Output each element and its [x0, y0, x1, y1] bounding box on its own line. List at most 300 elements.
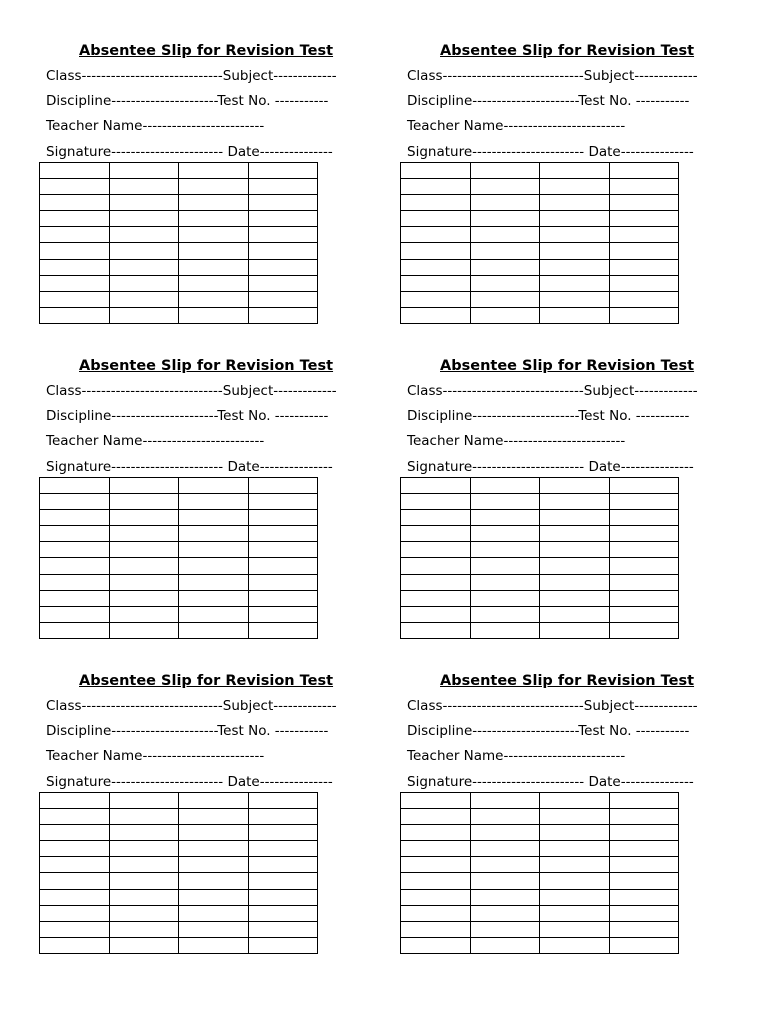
slip-title: Absentee Slip for Revision Test [440, 673, 695, 689]
grid-cell [179, 793, 249, 809]
grid-cell [40, 905, 110, 921]
grid-cell [401, 307, 471, 323]
grid-row [40, 227, 318, 243]
grid-cell [40, 809, 110, 825]
grid-cell [248, 937, 318, 953]
grid-cell [540, 510, 610, 526]
grid-cell [179, 195, 249, 211]
grid-row [401, 510, 679, 526]
grid-cell [40, 841, 110, 857]
grid-cell [401, 921, 471, 937]
grid-cell [248, 211, 318, 227]
grid-cell [179, 622, 249, 638]
class-subject-line: Class-----------------------------Subject------------- [407, 383, 698, 399]
grid-cell [401, 937, 471, 953]
grid-cell [609, 841, 679, 857]
discipline-testno-line: Discipline----------------------Test No. ----------- [407, 408, 690, 424]
grid-cell [40, 889, 110, 905]
grid-cell [40, 510, 110, 526]
class-subject-line: Class-----------------------------Subject------------- [407, 698, 698, 714]
grid-cell [609, 307, 679, 323]
grid-cell [540, 793, 610, 809]
grid-cell [401, 227, 471, 243]
grid-cell [609, 793, 679, 809]
grid-cell [40, 793, 110, 809]
grid-cell [248, 606, 318, 622]
grid-cell [470, 889, 540, 905]
grid-cell [470, 494, 540, 510]
grid-row [40, 809, 318, 825]
grid-cell [40, 937, 110, 953]
grid-row [40, 921, 318, 937]
grid-cell [470, 542, 540, 558]
grid-cell [179, 275, 249, 291]
grid-cell [609, 227, 679, 243]
grid-row [401, 809, 679, 825]
discipline-testno-line: Discipline----------------------Test No. ----------- [407, 93, 690, 109]
grid-row [40, 542, 318, 558]
grid-row [401, 478, 679, 494]
grid-cell [470, 809, 540, 825]
grid-cell [179, 889, 249, 905]
grid-cell [470, 558, 540, 574]
grid-cell [540, 227, 610, 243]
grid-cell [109, 542, 179, 558]
grid-row [401, 889, 679, 905]
grid-cell [179, 921, 249, 937]
grid-cell [470, 873, 540, 889]
grid-cell [609, 558, 679, 574]
grid-row [401, 179, 679, 195]
grid-cell [470, 227, 540, 243]
grid-cell [540, 478, 610, 494]
grid-cell [248, 259, 318, 275]
grid-cell [540, 275, 610, 291]
grid-cell [109, 478, 179, 494]
grid-row [40, 259, 318, 275]
grid-cell [540, 526, 610, 542]
grid-cell [470, 921, 540, 937]
grid-row [401, 921, 679, 937]
grid-cell [540, 307, 610, 323]
grid-cell [109, 526, 179, 542]
grid-cell [179, 841, 249, 857]
grid-cell [540, 291, 610, 307]
grid-cell [179, 574, 249, 590]
grid-cell [109, 163, 179, 179]
grid-cell [470, 179, 540, 195]
grid-row [401, 793, 679, 809]
grid-cell [401, 905, 471, 921]
grid-cell [609, 905, 679, 921]
grid-cell [179, 558, 249, 574]
grid-cell [179, 510, 249, 526]
grid-cell [540, 163, 610, 179]
teacher-name-line: Teacher Name------------------------- [46, 748, 265, 764]
slip-title: Absentee Slip for Revision Test [79, 673, 334, 689]
teacher-name-line: Teacher Name------------------------- [46, 433, 265, 449]
grid-cell [109, 179, 179, 195]
grid-row [40, 574, 318, 590]
grid-row [401, 243, 679, 259]
grid-cell [179, 590, 249, 606]
grid-cell [109, 793, 179, 809]
grid-cell [609, 606, 679, 622]
grid-cell [540, 921, 610, 937]
grid-row [40, 307, 318, 323]
grid-cell [248, 494, 318, 510]
grid-cell [540, 574, 610, 590]
grid-cell [609, 275, 679, 291]
grid-cell [40, 211, 110, 227]
grid-cell [248, 841, 318, 857]
grid-cell [540, 590, 610, 606]
grid-cell [109, 307, 179, 323]
grid-cell [179, 526, 249, 542]
grid-cell [470, 857, 540, 873]
teacher-name-line: Teacher Name------------------------- [46, 118, 265, 134]
grid-cell [179, 307, 249, 323]
grid-cell [179, 291, 249, 307]
grid-row [401, 291, 679, 307]
grid-cell [470, 211, 540, 227]
grid-cell [470, 163, 540, 179]
grid-cell [248, 307, 318, 323]
grid-cell [179, 825, 249, 841]
absentee-grid [400, 792, 679, 954]
signature-date-line: Signature----------------------- Date--------------- [407, 144, 694, 160]
grid-cell [109, 510, 179, 526]
grid-row [401, 825, 679, 841]
grid-cell [470, 622, 540, 638]
grid-cell [248, 793, 318, 809]
grid-cell [540, 542, 610, 558]
grid-cell [401, 275, 471, 291]
grid-cell [609, 622, 679, 638]
class-subject-line: Class-----------------------------Subject------------- [46, 68, 337, 84]
grid-cell [609, 526, 679, 542]
grid-cell [401, 825, 471, 841]
grid-cell [540, 494, 610, 510]
grid-cell [609, 291, 679, 307]
grid-cell [609, 211, 679, 227]
grid-cell [248, 921, 318, 937]
grid-cell [609, 937, 679, 953]
grid-cell [179, 478, 249, 494]
grid-cell [401, 243, 471, 259]
grid-cell [401, 889, 471, 905]
slip-title: Absentee Slip for Revision Test [79, 358, 334, 374]
grid-cell [179, 163, 249, 179]
grid-cell [109, 211, 179, 227]
grid-row [401, 542, 679, 558]
grid-cell [248, 809, 318, 825]
grid-cell [109, 857, 179, 873]
grid-cell [401, 841, 471, 857]
grid-cell [40, 163, 110, 179]
grid-row [401, 622, 679, 638]
grid-cell [109, 622, 179, 638]
grid-cell [109, 606, 179, 622]
discipline-testno-line: Discipline----------------------Test No. ----------- [46, 723, 329, 739]
grid-cell [401, 510, 471, 526]
grid-cell [401, 590, 471, 606]
grid-row [40, 163, 318, 179]
grid-cell [248, 574, 318, 590]
grid-row [401, 526, 679, 542]
grid-cell [540, 905, 610, 921]
grid-row [40, 526, 318, 542]
grid-row [401, 574, 679, 590]
grid-cell [609, 857, 679, 873]
grid-row [401, 905, 679, 921]
grid-cell [248, 243, 318, 259]
grid-cell [248, 857, 318, 873]
grid-cell [401, 809, 471, 825]
grid-cell [248, 558, 318, 574]
absentee-grid [39, 477, 318, 639]
grid-cell [248, 526, 318, 542]
grid-cell [248, 275, 318, 291]
grid-cell [540, 259, 610, 275]
grid-cell [609, 542, 679, 558]
discipline-testno-line: Discipline----------------------Test No. ----------- [407, 723, 690, 739]
grid-row [401, 937, 679, 953]
grid-cell [40, 243, 110, 259]
absentee-grid [400, 162, 679, 324]
class-subject-line: Class-----------------------------Subject------------- [46, 383, 337, 399]
grid-cell [609, 873, 679, 889]
grid-row [40, 243, 318, 259]
grid-cell [470, 307, 540, 323]
grid-cell [40, 291, 110, 307]
grid-cell [40, 307, 110, 323]
grid-cell [470, 825, 540, 841]
absentee-grid [39, 792, 318, 954]
grid-cell [179, 905, 249, 921]
grid-cell [248, 179, 318, 195]
grid-cell [179, 857, 249, 873]
grid-row [40, 590, 318, 606]
grid-cell [248, 590, 318, 606]
grid-row [40, 793, 318, 809]
grid-cell [609, 163, 679, 179]
grid-cell [401, 163, 471, 179]
grid-cell [470, 291, 540, 307]
grid-row [401, 494, 679, 510]
grid-cell [179, 243, 249, 259]
grid-row [40, 622, 318, 638]
grid-cell [40, 478, 110, 494]
grid-row [40, 195, 318, 211]
grid-row [40, 873, 318, 889]
grid-cell [609, 590, 679, 606]
grid-cell [401, 622, 471, 638]
grid-cell [40, 179, 110, 195]
grid-cell [609, 574, 679, 590]
grid-row [401, 841, 679, 857]
grid-cell [470, 606, 540, 622]
grid-cell [40, 857, 110, 873]
signature-date-line: Signature----------------------- Date--------------- [407, 774, 694, 790]
grid-row [40, 478, 318, 494]
grid-cell [179, 179, 249, 195]
grid-row [401, 275, 679, 291]
grid-cell [248, 478, 318, 494]
discipline-testno-line: Discipline----------------------Test No. ----------- [46, 408, 329, 424]
grid-row [40, 606, 318, 622]
grid-cell [248, 622, 318, 638]
grid-cell [401, 211, 471, 227]
absentee-grid [400, 477, 679, 639]
grid-cell [470, 905, 540, 921]
grid-row [401, 857, 679, 873]
grid-cell [40, 494, 110, 510]
grid-cell [609, 478, 679, 494]
grid-cell [248, 227, 318, 243]
grid-cell [179, 259, 249, 275]
class-subject-line: Class-----------------------------Subject------------- [407, 68, 698, 84]
grid-cell [470, 195, 540, 211]
grid-cell [609, 179, 679, 195]
grid-cell [540, 606, 610, 622]
grid-cell [540, 211, 610, 227]
class-subject-line: Class-----------------------------Subject------------- [46, 698, 337, 714]
grid-cell [109, 494, 179, 510]
grid-cell [401, 857, 471, 873]
grid-cell [401, 606, 471, 622]
grid-cell [109, 841, 179, 857]
grid-cell [40, 526, 110, 542]
signature-date-line: Signature----------------------- Date--------------- [407, 459, 694, 475]
grid-cell [248, 195, 318, 211]
grid-cell [470, 478, 540, 494]
grid-cell [401, 259, 471, 275]
grid-cell [470, 841, 540, 857]
grid-row [40, 857, 318, 873]
grid-cell [248, 889, 318, 905]
grid-cell [109, 889, 179, 905]
grid-cell [540, 873, 610, 889]
grid-cell [179, 606, 249, 622]
grid-cell [109, 809, 179, 825]
grid-cell [40, 275, 110, 291]
grid-cell [609, 825, 679, 841]
grid-row [401, 606, 679, 622]
grid-row [401, 211, 679, 227]
slip-title: Absentee Slip for Revision Test [440, 358, 695, 374]
grid-row [40, 937, 318, 953]
grid-cell [40, 921, 110, 937]
grid-row [40, 558, 318, 574]
grid-row [40, 494, 318, 510]
grid-row [40, 211, 318, 227]
grid-cell [179, 873, 249, 889]
teacher-name-line: Teacher Name------------------------- [407, 748, 626, 764]
grid-cell [540, 841, 610, 857]
grid-cell [470, 275, 540, 291]
grid-cell [401, 793, 471, 809]
discipline-testno-line: Discipline----------------------Test No. ----------- [46, 93, 329, 109]
grid-cell [540, 825, 610, 841]
grid-cell [470, 793, 540, 809]
grid-cell [109, 259, 179, 275]
grid-cell [401, 494, 471, 510]
grid-cell [401, 558, 471, 574]
grid-cell [609, 494, 679, 510]
grid-cell [109, 873, 179, 889]
grid-cell [109, 921, 179, 937]
grid-row [40, 889, 318, 905]
grid-cell [109, 825, 179, 841]
grid-row [401, 558, 679, 574]
grid-cell [470, 243, 540, 259]
signature-date-line: Signature----------------------- Date--------------- [46, 144, 333, 160]
grid-cell [248, 905, 318, 921]
grid-row [401, 873, 679, 889]
grid-cell [540, 809, 610, 825]
grid-cell [40, 542, 110, 558]
grid-cell [609, 243, 679, 259]
grid-cell [609, 195, 679, 211]
signature-date-line: Signature----------------------- Date--------------- [46, 459, 333, 475]
grid-cell [179, 937, 249, 953]
grid-cell [540, 195, 610, 211]
grid-cell [179, 542, 249, 558]
grid-cell [248, 825, 318, 841]
grid-row [40, 291, 318, 307]
grid-cell [401, 526, 471, 542]
grid-cell [248, 510, 318, 526]
grid-cell [401, 542, 471, 558]
grid-cell [109, 937, 179, 953]
grid-cell [179, 809, 249, 825]
grid-cell [470, 510, 540, 526]
grid-cell [401, 478, 471, 494]
grid-cell [540, 937, 610, 953]
grid-cell [109, 291, 179, 307]
grid-cell [109, 558, 179, 574]
signature-date-line: Signature----------------------- Date--------------- [46, 774, 333, 790]
grid-cell [40, 825, 110, 841]
grid-row [40, 275, 318, 291]
grid-cell [540, 622, 610, 638]
grid-row [401, 227, 679, 243]
grid-cell [609, 921, 679, 937]
grid-row [401, 195, 679, 211]
grid-cell [609, 809, 679, 825]
grid-cell [470, 937, 540, 953]
grid-row [401, 163, 679, 179]
teacher-name-line: Teacher Name------------------------- [407, 433, 626, 449]
grid-cell [248, 873, 318, 889]
slip-title: Absentee Slip for Revision Test [440, 43, 695, 59]
grid-cell [540, 558, 610, 574]
grid-cell [109, 227, 179, 243]
grid-cell [179, 494, 249, 510]
grid-cell [609, 510, 679, 526]
grid-cell [179, 227, 249, 243]
grid-cell [540, 179, 610, 195]
grid-cell [609, 889, 679, 905]
grid-cell [401, 195, 471, 211]
grid-row [401, 590, 679, 606]
grid-cell [248, 163, 318, 179]
grid-cell [540, 889, 610, 905]
grid-cell [470, 590, 540, 606]
grid-row [401, 307, 679, 323]
grid-cell [401, 291, 471, 307]
